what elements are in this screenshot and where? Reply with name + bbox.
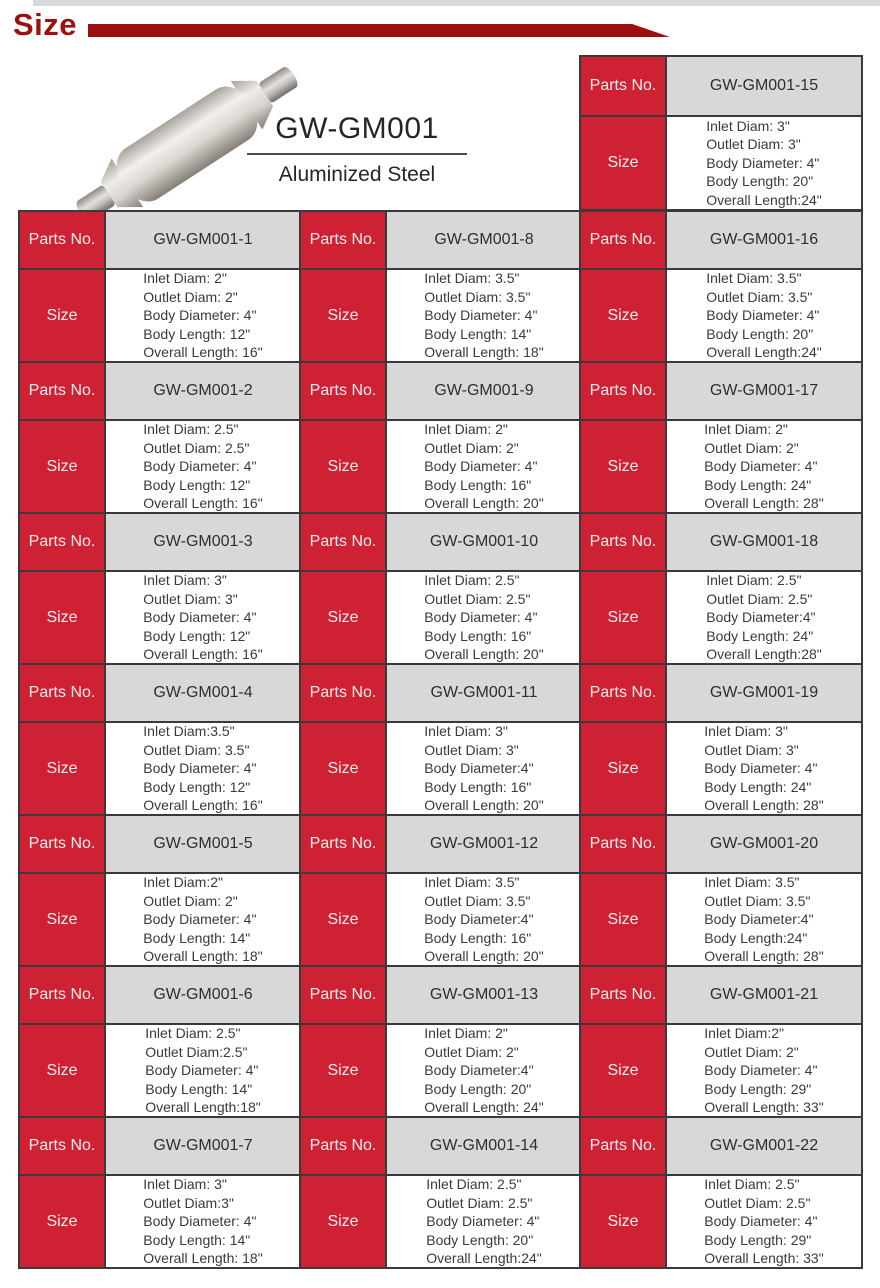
size-spec-cell [667, 421, 861, 512]
size-spec-line: Body Length: 20" [706, 325, 814, 342]
size-spec-line: Inlet Diam:3.5" [143, 723, 235, 740]
size-spec-line: Overall Length: 16" [143, 646, 263, 663]
size-spec-line: Body Diameter: 4" [143, 307, 257, 324]
size-spec-line: Outlet Diam: 2.5" [706, 590, 813, 607]
size-spec-line: Outlet Diam:3" [143, 1194, 234, 1211]
size-label-cell: Size [581, 270, 665, 361]
product-model: GW-GM001 [275, 112, 439, 145]
size-label-cell: Size [581, 874, 665, 965]
size-spec-line: Overall Length: 28" [704, 797, 824, 814]
size-spec-lines [704, 1175, 823, 1268]
size-spec-cell [387, 572, 581, 663]
size-spec-line: Body Diameter:4" [424, 911, 534, 928]
size-spec-lines [143, 269, 262, 362]
parts-no-label-cell: Parts No. [20, 1118, 104, 1174]
size-spec-line: Overall Length:24" [426, 1250, 542, 1267]
size-spec-line: Overall Length:24" [706, 344, 822, 361]
size-spec-line: Body Length: 16" [424, 476, 532, 493]
size-spec-line: Body Diameter:4" [704, 911, 814, 928]
size-spec-line: Overall Length: 18" [424, 344, 544, 361]
size-spec-line: Inlet Diam: 3" [424, 723, 508, 740]
size-spec-line: Outlet Diam: 3" [424, 741, 519, 758]
parts-no-label-cell: Parts No. [301, 1118, 385, 1174]
size-spec-cell [387, 1025, 581, 1116]
size-spec-line: Inlet Diam: 2.5" [143, 421, 239, 438]
size-spec-line: Body Length: 16" [424, 778, 532, 795]
size-spec-lines [143, 1175, 262, 1268]
part-number-cell: GW-GM001-6 [106, 967, 300, 1023]
size-spec-line: Outlet Diam: 2" [704, 1043, 799, 1060]
size-spec-line: Overall Length: 20" [424, 948, 544, 965]
size-spec-cell [667, 723, 861, 814]
size-label-cell: Size [581, 421, 665, 512]
size-spec-line: Outlet Diam: 2" [143, 288, 238, 305]
size-spec-line: Outlet Diam: 3.5" [424, 288, 531, 305]
size-label-cell: Size [581, 723, 665, 814]
size-spec-line: Body Length: 29" [704, 1231, 812, 1248]
size-spec-line: Body Length: 14" [145, 1080, 253, 1097]
parts-no-label-cell: Parts No. [20, 816, 104, 872]
heading-banner-shape [88, 24, 670, 37]
size-spec-line: Overall Length: 33" [704, 1099, 824, 1116]
size-spec-line: Outlet Diam: 3" [704, 741, 799, 758]
size-label-cell: Size [301, 1176, 385, 1267]
size-spec-line: Body Diameter: 4" [704, 760, 818, 777]
size-spec-line: Body Length: 24" [704, 778, 812, 795]
size-spec-line: Outlet Diam: 3" [143, 590, 238, 607]
parts-no-label-cell: Parts No. [581, 967, 665, 1023]
size-spec-line: Body Length: 24" [704, 476, 812, 493]
size-spec-line: Outlet Diam: 3.5" [706, 288, 813, 305]
size-spec-line: Overall Length: 20" [424, 797, 544, 814]
size-spec-cell [667, 572, 861, 663]
size-spec-lines [704, 420, 823, 513]
size-spec-line: Overall Length: 18" [143, 1250, 263, 1267]
size-spec-line: Body Length:24" [704, 929, 808, 946]
parts-no-label-cell: Parts No. [581, 363, 665, 419]
part-number-cell: GW-GM001-10 [387, 514, 581, 570]
size-label-cell: Size [20, 874, 104, 965]
parts-no-label-cell: Parts No. [301, 665, 385, 721]
parts-no-label-cell: Parts No. [20, 514, 104, 570]
size-spec-line: Inlet Diam: 2.5" [704, 1176, 800, 1193]
size-spec-line: Inlet Diam: 2.5" [706, 572, 802, 589]
part-number-cell: GW-GM001-1 [106, 212, 300, 268]
size-spec-line: Body Diameter: 4" [143, 911, 257, 928]
size-spec-line: Inlet Diam: 2.5" [424, 572, 520, 589]
parts-no-label-cell: Parts No. [581, 212, 665, 268]
size-spec-lines [704, 722, 823, 815]
size-spec-line: Outlet Diam: 3.5" [424, 892, 531, 909]
size-spec-cell [667, 1176, 861, 1267]
part-number-cell: GW-GM001-15 [667, 57, 861, 115]
part-number-cell: GW-GM001-13 [387, 967, 581, 1023]
size-spec-lines [424, 420, 543, 513]
spec-column-3 [579, 210, 863, 1269]
size-spec-line: Inlet Diam: 3" [143, 1176, 227, 1193]
size-spec-line: Outlet Diam: 2" [704, 439, 799, 456]
size-spec-line: Body Diameter: 4" [143, 760, 257, 777]
size-spec-line: Body Diameter:4" [424, 1062, 534, 1079]
size-spec-line: Body Length: 16" [424, 627, 532, 644]
size-spec-line: Overall Length: 20" [424, 646, 544, 663]
size-spec-line: Body Length: 29" [704, 1080, 812, 1097]
size-spec-line: Inlet Diam: 2" [704, 421, 788, 438]
size-spec-line: Body Diameter: 4" [145, 1062, 259, 1079]
size-spec-cell [387, 1176, 581, 1267]
size-label-cell: Size [301, 572, 385, 663]
parts-no-label-cell: Parts No. [581, 665, 665, 721]
part-number-cell: GW-GM001-17 [667, 363, 861, 419]
size-spec-line: Inlet Diam: 3.5" [424, 874, 520, 891]
size-spec-line: Overall Length: 24" [424, 1099, 544, 1116]
size-spec-line: Outlet Diam: 3.5" [704, 892, 811, 909]
size-spec-line: Outlet Diam: 2" [143, 892, 238, 909]
part-number-cell: GW-GM001-7 [106, 1118, 300, 1174]
size-spec-line: Outlet Diam: 3" [706, 136, 801, 153]
size-spec-line: Body Length: 20" [706, 173, 814, 190]
size-spec-lines [706, 571, 822, 664]
size-spec-cell [106, 874, 300, 965]
part-number-cell: GW-GM001-5 [106, 816, 300, 872]
size-label-cell: Size [20, 572, 104, 663]
size-spec-line: Body Diameter:4" [424, 760, 534, 777]
part-number-cell: GW-GM001-3 [106, 514, 300, 570]
size-spec-line: Body Length: 12" [143, 778, 251, 795]
size-spec-lines [424, 722, 543, 815]
parts-no-label-cell: Parts No. [301, 363, 385, 419]
part-number-cell: GW-GM001-22 [667, 1118, 861, 1174]
size-spec-line: Body Diameter: 4" [706, 307, 820, 324]
part-number-cell: GW-GM001-11 [387, 665, 581, 721]
part-number-cell: GW-GM001-8 [387, 212, 581, 268]
size-spec-cell [106, 572, 300, 663]
size-spec-line: Overall Length: 28" [704, 495, 824, 512]
page-title: Size [13, 7, 78, 42]
parts-no-label-cell: Parts No. [301, 967, 385, 1023]
spec-column-2 [299, 210, 583, 1269]
size-spec-cell [387, 421, 581, 512]
size-spec-line: Body Diameter: 4" [704, 458, 818, 475]
size-spec-lines [424, 571, 543, 664]
size-spec-line: Outlet Diam: 2" [424, 439, 519, 456]
size-label-cell: Size [581, 1025, 665, 1116]
size-spec-line: Body Length: 14" [143, 1231, 251, 1248]
size-spec-line: Inlet Diam: 3.5" [704, 874, 800, 891]
size-spec-lines [424, 873, 543, 966]
size-label-cell: Size [20, 723, 104, 814]
part-number-cell: GW-GM001-18 [667, 514, 861, 570]
size-spec-line: Inlet Diam: 3.5" [424, 270, 520, 287]
size-spec-line: Body Diameter: 4" [706, 154, 820, 171]
size-spec-line: Outlet Diam: 2.5" [143, 439, 250, 456]
parts-no-label-cell: Parts No. [20, 665, 104, 721]
title-underline [247, 153, 467, 155]
size-spec-line: Outlet Diam: 2.5" [704, 1194, 811, 1211]
size-spec-lines [143, 571, 262, 664]
size-spec-line: Body Diameter: 4" [424, 458, 538, 475]
size-spec-cell [387, 270, 581, 361]
size-label-cell: Size [581, 117, 665, 209]
size-label-cell: Size [20, 1176, 104, 1267]
size-spec-lines [143, 722, 262, 815]
product-title-block [243, 112, 471, 187]
size-label-cell: Size [20, 421, 104, 512]
part-number-cell: GW-GM001-21 [667, 967, 861, 1023]
size-label-cell: Size [301, 723, 385, 814]
size-spec-line: Body Length: 12" [143, 325, 251, 342]
size-spec-line: Overall Length:28" [706, 646, 822, 663]
size-label-cell: Size [581, 1176, 665, 1267]
size-spec-line: Overall Length: 28" [704, 948, 824, 965]
size-spec-cell [106, 723, 300, 814]
size-spec-cell [387, 874, 581, 965]
size-spec-line: Overall Length:18" [145, 1099, 261, 1116]
size-spec-cell [106, 1025, 300, 1116]
parts-no-label-cell: Parts No. [581, 514, 665, 570]
size-spec-line: Body Length: 24" [706, 627, 814, 644]
part-number-cell: GW-GM001-4 [106, 665, 300, 721]
size-spec-lines [143, 873, 262, 966]
size-spec-line: Body Diameter: 4" [143, 609, 257, 626]
size-spec-line: Inlet Diam: 2" [143, 270, 227, 287]
size-label-cell: Size [301, 1025, 385, 1116]
size-spec-line: Body Length: 16" [424, 929, 532, 946]
size-spec-line: Inlet Diam: 2.5" [145, 1025, 241, 1042]
size-spec-lines [424, 269, 543, 362]
size-spec-cell [667, 874, 861, 965]
part-number-cell: GW-GM001-12 [387, 816, 581, 872]
top-divider-strip [33, 0, 880, 6]
size-spec-line: Overall Length: 18" [143, 948, 263, 965]
size-spec-line: Inlet Diam: 2" [424, 1025, 508, 1042]
size-spec-line: Body Diameter: 4" [424, 609, 538, 626]
size-spec-line: Body Diameter: 4" [424, 307, 538, 324]
size-spec-lines [706, 117, 822, 210]
parts-no-label-cell: Parts No. [581, 1118, 665, 1174]
size-spec-line: Outlet Diam:2.5" [145, 1043, 248, 1060]
size-spec-cell [106, 270, 300, 361]
part-number-cell: GW-GM001-19 [667, 665, 861, 721]
size-spec-line: Inlet Diam: 2" [424, 421, 508, 438]
size-spec-line: Body Length: 14" [143, 929, 251, 946]
size-label-cell: Size [581, 572, 665, 663]
size-spec-lines [426, 1175, 542, 1268]
part-number-cell: GW-GM001-20 [667, 816, 861, 872]
size-spec-line: Overall Length: 20" [424, 495, 544, 512]
size-spec-line: Overall Length: 16" [143, 344, 263, 361]
size-spec-line: Body Length: 14" [424, 325, 532, 342]
parts-no-label-cell: Parts No. [20, 212, 104, 268]
part-number-cell: GW-GM001-2 [106, 363, 300, 419]
size-spec-line: Body Length: 20" [426, 1231, 534, 1248]
size-spec-line: Body Diameter: 4" [426, 1213, 540, 1230]
size-spec-line: Inlet Diam: 3" [704, 723, 788, 740]
size-spec-cell [106, 421, 300, 512]
part-number-cell: GW-GM001-9 [387, 363, 581, 419]
size-spec-line: Inlet Diam: 3" [143, 572, 227, 589]
size-spec-line: Body Diameter: 4" [704, 1213, 818, 1230]
size-spec-lines [704, 1024, 823, 1117]
part-number-cell: GW-GM001-14 [387, 1118, 581, 1174]
size-spec-lines [704, 873, 823, 966]
size-spec-cell [106, 1176, 300, 1267]
size-spec-line: Outlet Diam: 2.5" [424, 590, 531, 607]
parts-no-label-cell: Parts No. [301, 514, 385, 570]
parts-no-label-cell: Parts No. [581, 816, 665, 872]
parts-no-label-cell: Parts No. [20, 363, 104, 419]
size-spec-cell [667, 117, 861, 209]
size-spec-line: Body Diameter:4" [706, 609, 816, 626]
size-spec-line: Overall Length: 16" [143, 797, 263, 814]
size-label-cell: Size [20, 270, 104, 361]
size-spec-lines [424, 1024, 543, 1117]
size-spec-line: Inlet Diam:2" [143, 874, 223, 891]
size-spec-cell [667, 1025, 861, 1116]
size-label-cell: Size [301, 421, 385, 512]
size-label-cell: Size [20, 1025, 104, 1116]
size-spec-line: Outlet Diam: 2.5" [426, 1194, 533, 1211]
product-material: Aluminized Steel [278, 163, 436, 186]
size-spec-line: Body Length: 12" [143, 476, 251, 493]
size-spec-lines [706, 269, 822, 362]
size-spec-lines [145, 1024, 261, 1117]
size-spec-lines [143, 420, 262, 513]
size-spec-line: Inlet Diam: 2.5" [426, 1176, 522, 1193]
size-label-cell: Size [301, 270, 385, 361]
featured-spec-table [579, 55, 863, 211]
parts-no-label-cell: Parts No. [301, 816, 385, 872]
size-spec-line: Body Diameter: 4" [143, 1213, 257, 1230]
size-spec-line: Inlet Diam:2" [704, 1025, 784, 1042]
size-spec-line: Inlet Diam: 3" [706, 117, 790, 134]
size-spec-line: Inlet Diam: 3.5" [706, 270, 802, 287]
part-number-cell: GW-GM001-16 [667, 212, 861, 268]
size-spec-line: Body Length: 12" [143, 627, 251, 644]
size-spec-line: Outlet Diam: 2" [424, 1043, 519, 1060]
size-spec-line: Body Diameter: 4" [704, 1062, 818, 1079]
size-spec-cell [387, 723, 581, 814]
size-spec-line: Outlet Diam: 3.5" [143, 741, 250, 758]
size-spec-line: Body Length: 20" [424, 1080, 532, 1097]
parts-no-label-cell: Parts No. [301, 212, 385, 268]
size-spec-line: Overall Length: 16" [143, 495, 263, 512]
parts-no-label-cell: Parts No. [581, 57, 665, 115]
size-spec-line: Overall Length: 33" [704, 1250, 824, 1267]
parts-no-label-cell: Parts No. [20, 967, 104, 1023]
size-label-cell: Size [301, 874, 385, 965]
size-spec-line: Overall Length:24" [706, 191, 822, 208]
size-spec-cell [667, 270, 861, 361]
spec-column-1 [18, 210, 302, 1269]
size-spec-line: Body Diameter: 4" [143, 458, 257, 475]
